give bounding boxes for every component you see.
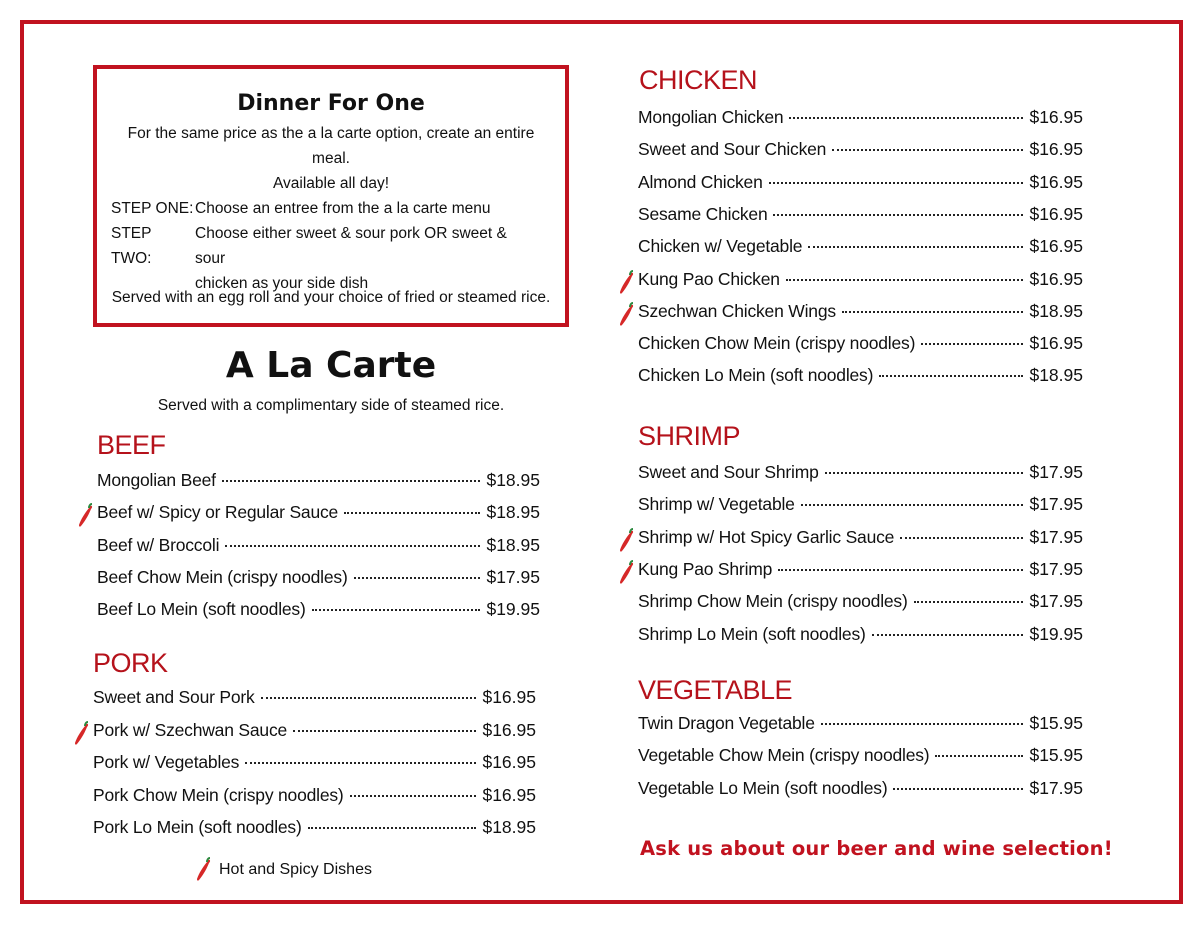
menu-item bbox=[638, 745, 1083, 771]
menu-item-price: $17.95 bbox=[1029, 778, 1083, 798]
dot-leader bbox=[773, 214, 1023, 216]
step-two-label: STEP TWO: bbox=[111, 225, 152, 267]
menu-item bbox=[638, 139, 1083, 165]
menu-item-price: $16.95 bbox=[1029, 172, 1083, 192]
dinner-desc-line1: For the same price as the a la carte option, create an entire meal. bbox=[127, 125, 535, 167]
menu-item bbox=[638, 301, 1083, 327]
menu-item-price: $16.95 bbox=[482, 785, 536, 805]
menu-item bbox=[638, 462, 1083, 488]
menu-item bbox=[638, 778, 1083, 804]
chili-pepper-icon bbox=[618, 270, 636, 296]
step-one bbox=[111, 196, 535, 221]
menu-item bbox=[638, 333, 1083, 359]
menu-item-name: Shrimp w/ Vegetable bbox=[638, 494, 795, 514]
menu-item-price: $15.95 bbox=[1029, 745, 1083, 765]
menu-item bbox=[638, 591, 1083, 617]
dot-leader bbox=[801, 504, 1024, 506]
chicken-section-title: CHICKEN bbox=[639, 65, 758, 95]
dot-leader bbox=[786, 279, 1024, 281]
a-la-carte-title: A La Carte bbox=[225, 345, 437, 386]
menu-item-price: $17.95 bbox=[1029, 494, 1083, 514]
menu-item bbox=[638, 269, 1083, 295]
menu-item-price: $17.95 bbox=[1029, 527, 1083, 547]
dot-leader bbox=[344, 512, 480, 514]
dot-leader bbox=[808, 246, 1023, 248]
dot-leader bbox=[842, 311, 1024, 313]
dinner-description bbox=[107, 121, 555, 196]
menu-item bbox=[97, 599, 540, 625]
chili-pepper-icon bbox=[618, 560, 636, 586]
menu-item-price: $16.95 bbox=[1029, 107, 1083, 127]
step-one-text: Choose an entree from the a la carte menu bbox=[195, 200, 491, 217]
step-one-label: STEP ONE: bbox=[111, 200, 194, 217]
dot-leader bbox=[245, 762, 476, 764]
dot-leader bbox=[222, 480, 481, 482]
menu-item-price: $16.95 bbox=[1029, 204, 1083, 224]
menu-item bbox=[638, 236, 1083, 262]
step-two-text-line2: chicken as your side dish bbox=[195, 275, 369, 292]
dot-leader bbox=[821, 723, 1024, 725]
dot-leader bbox=[921, 343, 1023, 345]
menu-item bbox=[93, 687, 536, 713]
dot-leader bbox=[935, 755, 1023, 757]
menu-item-name: Sweet and Sour Pork bbox=[93, 687, 255, 707]
menu-item-price: $19.95 bbox=[1029, 624, 1083, 644]
dot-leader bbox=[825, 472, 1024, 474]
menu-item-price: $18.95 bbox=[486, 470, 540, 490]
dinner-title: Dinner For One bbox=[237, 91, 425, 116]
dot-leader bbox=[900, 537, 1023, 539]
menu-item-name: Mongolian Chicken bbox=[638, 107, 784, 127]
menu-item-price: $16.95 bbox=[1029, 333, 1083, 353]
chili-pepper-icon bbox=[195, 857, 213, 883]
menu-item bbox=[638, 713, 1083, 739]
chili-pepper-icon bbox=[618, 302, 636, 328]
menu-item-name: Shrimp Chow Mein (crispy noodles) bbox=[638, 591, 908, 611]
step-two bbox=[111, 221, 535, 296]
menu-item-price: $16.95 bbox=[1029, 139, 1083, 159]
dot-leader bbox=[872, 634, 1024, 636]
menu-item-name: Almond Chicken bbox=[638, 172, 763, 192]
dot-leader bbox=[914, 601, 1024, 603]
menu-item-name: Sweet and Sour Chicken bbox=[638, 139, 827, 159]
menu-item bbox=[97, 502, 540, 528]
menu-item-price: $18.95 bbox=[1029, 365, 1083, 385]
dot-leader bbox=[261, 697, 477, 699]
menu-item bbox=[638, 494, 1083, 520]
menu-item bbox=[93, 720, 536, 746]
vegetable-section-title: VEGETABLE bbox=[638, 675, 793, 705]
menu-item-price: $16.95 bbox=[1029, 236, 1083, 256]
menu-item-price: $17.95 bbox=[1029, 591, 1083, 611]
spicy-legend bbox=[195, 857, 372, 883]
menu-item-price: $18.95 bbox=[1029, 301, 1083, 321]
dot-leader bbox=[308, 827, 477, 829]
menu-item bbox=[93, 785, 536, 811]
menu-item-name: Shrimp w/ Hot Spicy Garlic Sauce bbox=[638, 527, 895, 547]
menu-item-name: Vegetable Chow Mein (crispy noodles) bbox=[638, 745, 930, 765]
menu-item-name: Mongolian Beef bbox=[97, 470, 216, 490]
menu-item-price: $17.95 bbox=[1029, 559, 1083, 579]
menu-item-name: Chicken Chow Mein (crispy noodles) bbox=[638, 333, 916, 353]
legend-text: Hot and Spicy Dishes bbox=[219, 861, 372, 878]
menu-item bbox=[638, 365, 1083, 391]
dot-leader bbox=[893, 788, 1023, 790]
menu-item-name: Pork w/ Vegetables bbox=[93, 752, 240, 772]
dinner-desc-line2: Available all day! bbox=[272, 175, 390, 192]
menu-item-name: Twin Dragon Vegetable bbox=[638, 713, 815, 733]
menu-item bbox=[97, 535, 540, 561]
menu-item-name: Pork Chow Mein (crispy noodles) bbox=[93, 785, 344, 805]
menu-item-name: Kung Pao Shrimp bbox=[638, 559, 773, 579]
menu-item-name: Szechwan Chicken Wings bbox=[638, 301, 836, 321]
menu-item-name: Beef w/ Broccoli bbox=[97, 535, 220, 555]
menu-item-name: Sesame Chicken bbox=[638, 204, 768, 224]
chili-pepper-icon bbox=[77, 503, 95, 529]
menu-item-name: Pork Lo Mein (soft noodles) bbox=[93, 817, 302, 837]
shrimp-section-title: SHRIMP bbox=[638, 421, 741, 451]
a-la-carte-subtitle: Served with a complimentary side of steamed rice. bbox=[157, 397, 505, 414]
dot-leader bbox=[778, 569, 1023, 571]
dinner-for-one-box bbox=[93, 65, 569, 327]
dot-leader bbox=[879, 375, 1023, 377]
menu-item-name: Chicken Lo Mein (soft noodles) bbox=[638, 365, 874, 385]
menu-item-name: Chicken w/ Vegetable bbox=[638, 236, 803, 256]
menu-item-price: $16.95 bbox=[482, 720, 536, 740]
dinner-footer: Served with an egg roll and your choice of fried or steamed rice. bbox=[111, 289, 551, 306]
menu-item-price: $18.95 bbox=[482, 817, 536, 837]
menu-item-price: $16.95 bbox=[1029, 269, 1083, 289]
dot-leader bbox=[350, 795, 477, 797]
menu-item bbox=[638, 624, 1083, 650]
dot-leader bbox=[354, 577, 481, 579]
dot-leader bbox=[225, 545, 480, 547]
menu-item-price: $17.95 bbox=[486, 567, 540, 587]
step-two-text bbox=[195, 221, 535, 296]
menu-item-name: Beef Chow Mein (crispy noodles) bbox=[97, 567, 348, 587]
beer-wine-callout: Ask us about our beer and wine selection! bbox=[640, 837, 1113, 860]
beef-section-title: BEEF bbox=[97, 430, 166, 460]
menu-item-price: $15.95 bbox=[1029, 713, 1083, 733]
menu-item bbox=[638, 527, 1083, 553]
dot-leader bbox=[832, 149, 1023, 151]
pork-section-title: PORK bbox=[93, 648, 168, 678]
chili-pepper-icon bbox=[618, 528, 636, 554]
chili-pepper-icon bbox=[73, 721, 91, 747]
menu-item-name: Vegetable Lo Mein (soft noodles) bbox=[638, 778, 888, 798]
menu-item-name: Sweet and Sour Shrimp bbox=[638, 462, 819, 482]
menu-item-name: Kung Pao Chicken bbox=[638, 269, 780, 289]
menu-item-price: $18.95 bbox=[486, 502, 540, 522]
menu-item bbox=[638, 172, 1083, 198]
dot-leader bbox=[789, 117, 1023, 119]
menu-item bbox=[638, 559, 1083, 585]
dot-leader bbox=[769, 182, 1024, 184]
menu-item bbox=[638, 204, 1083, 230]
menu-item-price: $16.95 bbox=[482, 687, 536, 707]
step-two-text-line1: Choose either sweet & sour pork OR sweet & sour bbox=[195, 225, 507, 267]
menu-item bbox=[93, 817, 536, 843]
menu-item-name: Beef w/ Spicy or Regular Sauce bbox=[97, 502, 339, 522]
menu-item-price: $18.95 bbox=[486, 535, 540, 555]
menu-item bbox=[638, 107, 1083, 133]
dot-leader bbox=[293, 730, 476, 732]
menu-item bbox=[93, 752, 536, 778]
menu-item-name: Shrimp Lo Mein (soft noodles) bbox=[638, 624, 866, 644]
menu-item-name: Beef Lo Mein (soft noodles) bbox=[97, 599, 306, 619]
menu-item bbox=[97, 470, 540, 496]
menu-item bbox=[97, 567, 540, 593]
dot-leader bbox=[312, 609, 481, 611]
menu-item-price: $16.95 bbox=[482, 752, 536, 772]
menu-item-price: $19.95 bbox=[486, 599, 540, 619]
menu-item-price: $17.95 bbox=[1029, 462, 1083, 482]
menu-item-name: Pork w/ Szechwan Sauce bbox=[93, 720, 288, 740]
